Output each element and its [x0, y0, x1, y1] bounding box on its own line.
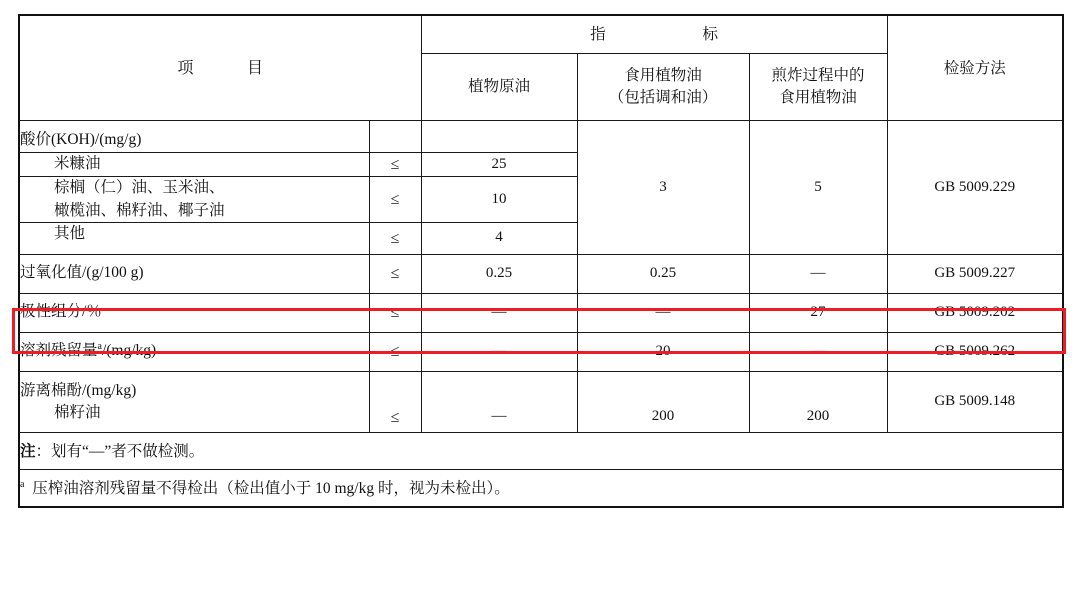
table-note-row	[19, 433, 1063, 470]
row-free-gossypol-crude-blank	[421, 371, 577, 402]
row-free-gossypol-sub-label: 棉籽油	[19, 402, 369, 433]
row-acid-value-sub-group-label: 棕榈（仁）油、玉米油、 橄榄油、棉籽油、椰子油	[19, 177, 369, 223]
row-acid-value-sub-other-label: 其他	[19, 223, 369, 254]
row-acid-value-sub-rice-bran-crude: 25	[421, 152, 577, 176]
row-free-gossypol-sub-frying: 200	[749, 402, 887, 433]
row-solvent-residue-edible: 20	[577, 332, 749, 371]
row-acid-value-frying: 5	[749, 121, 887, 254]
row-acid-value-sub-rice-bran-label: 米糠油	[19, 152, 369, 176]
row-acid-value-sub-rice-bran-symbol: ≤	[369, 152, 421, 176]
row-free-gossypol-sub-crude: —	[421, 402, 577, 433]
row-acid-value-sub-other-crude: 4	[421, 223, 577, 254]
row-peroxide-value-frying: —	[749, 254, 887, 293]
note-general: 注：划有“—”者不做检测。	[19, 433, 1063, 470]
row-polar-components-crude: —	[421, 293, 577, 332]
header-frying-oil: 煎炸过程中的 食用植物油	[749, 54, 887, 121]
row-acid-value-sub-other-symbol: ≤	[369, 223, 421, 254]
row-free-gossypol-edible-blank	[577, 371, 749, 402]
row-acid-value-method: GB 5009.229	[887, 121, 1063, 254]
row-polar-components-edible: —	[577, 293, 749, 332]
header-edible-oil: 食用植物油 （包括调和油）	[577, 54, 749, 121]
note-footnote-a: $^a$ 压榨油溶剂残留量不得检出（检出值小于 10 mg/kg 时，视为未检出）。	[19, 470, 1063, 508]
row-peroxide-value-method: GB 5009.227	[887, 254, 1063, 293]
row-free-gossypol-sub-edible: 200	[577, 402, 749, 433]
row-free-gossypol-title: 游离棉酚/(mg/kg)	[19, 371, 369, 402]
row-solvent-residue-crude: —	[421, 332, 577, 371]
footnote-marker-a-text: a	[20, 478, 25, 490]
row-peroxide-value-edible: 0.25	[577, 254, 749, 293]
row-solvent-residue-symbol: ≤	[369, 332, 421, 371]
row-solvent-residue-method: GB 5009.262	[887, 332, 1063, 371]
row-acid-value-sub-group-symbol: ≤	[369, 177, 421, 223]
row-solvent-residue-title: 溶剂残留量$^a$/(mg/kg)	[19, 332, 369, 371]
row-polar-components-title: 极性组分/％	[19, 293, 369, 332]
row-polar-components-symbol: ≤	[369, 293, 421, 332]
header-test-method: 检验方法	[887, 15, 1063, 121]
row-peroxide-value-crude: 0.25	[421, 254, 577, 293]
row-acid-value-crude-blank	[421, 121, 577, 152]
row-solvent-residue-frying: —	[749, 332, 887, 371]
table-row	[19, 332, 1063, 371]
row-free-gossypol-symbol-blank	[369, 371, 421, 402]
row-acid-value-sub-group-crude: 10	[421, 177, 577, 223]
table-footnote-row	[19, 470, 1063, 508]
table-row	[19, 371, 1063, 402]
table-row	[19, 293, 1063, 332]
row-acid-value-title: 酸价(KOH)/(mg/g)	[19, 121, 369, 152]
row-acid-value-edible: 3	[577, 121, 749, 254]
row-free-gossypol-sub-symbol: ≤	[369, 402, 421, 433]
header-item: 项 目	[19, 15, 421, 121]
footnote-marker-a: a	[97, 341, 102, 353]
row-free-gossypol-frying-blank	[749, 371, 887, 402]
row-acid-value-symbol-blank	[369, 121, 421, 152]
row-polar-components-method: GB 5009.202	[887, 293, 1063, 332]
table-header-row-1	[19, 15, 1063, 54]
row-peroxide-value-symbol: ≤	[369, 254, 421, 293]
table-row	[19, 121, 1063, 152]
table-row	[19, 254, 1063, 293]
row-polar-components-frying: 27	[749, 293, 887, 332]
standard-limits-table	[18, 14, 1064, 508]
header-index-group: 指 标	[421, 15, 887, 54]
row-free-gossypol-method: GB 5009.148	[887, 371, 1063, 433]
header-crude-oil: 植物原油	[421, 54, 577, 121]
row-peroxide-value-title: 过氧化值/(g/100 g)	[19, 254, 369, 293]
